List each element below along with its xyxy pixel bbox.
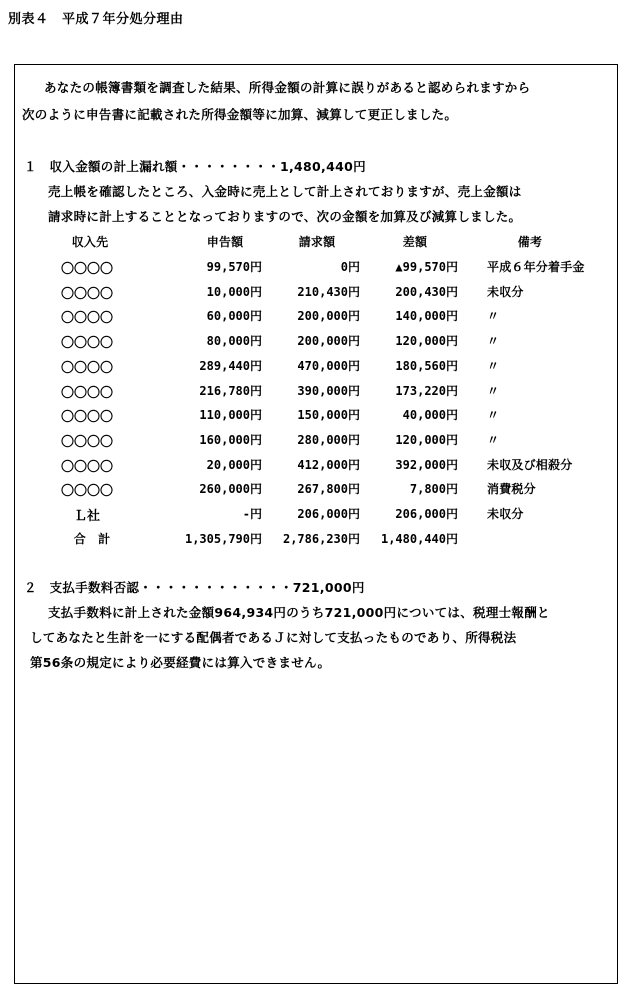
cell-payer: 〇〇〇〇 xyxy=(60,336,113,352)
cell-remarks: 未収分 xyxy=(487,507,524,521)
cell-payer: Ｌ社 xyxy=(73,509,100,524)
cell-invoiced: 390,000円 xyxy=(297,383,360,398)
cell-remarks: 〃 xyxy=(487,309,500,324)
total-difference: 1,480,440円 xyxy=(380,531,458,546)
cell-payer: 〇〇〇〇 xyxy=(60,434,113,450)
cell-difference: 140,000円 xyxy=(395,309,458,324)
intro-line-2: 次のように申告書に記載された所得金額等に加算、減算して更正しました。 xyxy=(22,107,458,122)
cell-difference: 120,000円 xyxy=(395,432,458,447)
cell-payer: 〇〇〇〇 xyxy=(60,286,113,302)
cell-declared: 20,000円 xyxy=(206,457,262,472)
section2-heading: ２ 支払手数料否認・・・・・・・・・・・・721,000円 xyxy=(24,580,365,595)
section2-body-line-1: 支払手数料に計上された金額964,934円のうち721,000円については、税理士報酬と xyxy=(48,605,550,620)
document-title: 別表４ 平成７年分処分理由 xyxy=(8,12,184,27)
section2-body-line-2: してあなたと生計を一にする配偶者であるＪに対して支払ったものであり、所得税法 xyxy=(30,630,517,645)
section2-body-line-3: 第56条の規定により必要経費には算入できません。 xyxy=(30,655,331,670)
cell-invoiced: 412,000円 xyxy=(297,457,360,472)
cell-difference: 173,220円 xyxy=(395,383,458,398)
col-header-declared: 申告額 xyxy=(206,235,244,249)
cell-difference: 206,000円 xyxy=(395,507,458,521)
col-header-difference: 差額 xyxy=(402,235,428,249)
cell-difference: 7,800円 xyxy=(409,482,458,497)
cell-difference: 392,000円 xyxy=(395,457,458,472)
cell-remarks: 未収及び相殺分 xyxy=(487,457,573,472)
col-header-payer: 収入先 xyxy=(71,235,109,249)
document-frame xyxy=(14,64,618,984)
cell-payer: 〇〇〇〇 xyxy=(60,262,113,277)
cell-remarks: 消費税分 xyxy=(487,482,536,497)
cell-declared: 216,780円 xyxy=(199,383,262,398)
cell-remarks: 〃 xyxy=(487,358,500,373)
total-declared: 1,305,790円 xyxy=(184,531,262,546)
section1-body-line-1: 売上帳を確認したところ、入金時に売上として計上されておりますが、売上金額は xyxy=(48,184,522,199)
col-header-remarks: 備考 xyxy=(517,235,543,249)
cell-payer: 〇〇〇〇 xyxy=(60,311,113,327)
cell-declared: 160,000円 xyxy=(199,432,262,447)
cell-remarks: 〃 xyxy=(487,432,500,447)
cell-declared: 289,440円 xyxy=(199,358,262,373)
cell-invoiced: 470,000円 xyxy=(297,358,360,373)
cell-payer: 〇〇〇〇 xyxy=(60,459,113,475)
cell-difference: 200,430円 xyxy=(395,284,458,299)
cell-remarks: 未収分 xyxy=(487,284,524,299)
intro-line-1: あなたの帳簿書類を調査した結果、所得金額の計算に誤りがあると認められますから xyxy=(44,80,531,95)
total-label: 合 計 xyxy=(73,531,111,546)
cell-difference: ▲99,570円 xyxy=(395,260,458,274)
cell-declared: 99,570円 xyxy=(206,260,262,274)
cell-declared: 60,000円 xyxy=(206,309,262,324)
cell-declared: 260,000円 xyxy=(199,482,262,497)
cell-remarks: 〃 xyxy=(487,383,500,398)
cell-difference: 180,560円 xyxy=(395,358,458,373)
cell-payer: 〇〇〇〇 xyxy=(60,385,113,401)
cell-invoiced: 200,000円 xyxy=(297,334,360,349)
cell-invoiced: 150,000円 xyxy=(297,408,360,423)
cell-difference: 120,000円 xyxy=(395,334,458,349)
cell-remarks: 〃 xyxy=(487,408,500,423)
cell-invoiced: 200,000円 xyxy=(297,309,360,324)
cell-invoiced: 210,430円 xyxy=(297,284,360,299)
cell-payer: 〇〇〇〇 xyxy=(60,410,113,426)
cell-declared: -円 xyxy=(242,507,262,521)
cell-payer: 〇〇〇〇 xyxy=(60,360,113,376)
col-header-invoiced: 請求額 xyxy=(298,235,336,249)
cell-invoiced: 206,000円 xyxy=(297,507,360,521)
cell-remarks: 平成６年分着手金 xyxy=(487,260,585,274)
cell-invoiced: 280,000円 xyxy=(297,432,360,447)
section1-heading: １ 収入金額の計上漏れ額・・・・・・・・1,480,440円 xyxy=(24,159,366,174)
cell-declared: 80,000円 xyxy=(206,334,262,349)
cell-invoiced: 0円 xyxy=(340,260,360,274)
total-invoiced: 2,786,230円 xyxy=(282,531,360,546)
cell-declared: 110,000円 xyxy=(199,408,262,423)
section1-body-line-2: 請求時に計上することとなっておりますので、次の金額を加算及び減算しました。 xyxy=(48,209,522,224)
cell-remarks: 〃 xyxy=(487,334,500,349)
cell-declared: 10,000円 xyxy=(206,284,262,299)
cell-difference: 40,000円 xyxy=(402,408,458,423)
cell-payer: 〇〇〇〇 xyxy=(60,484,113,500)
cell-invoiced: 267,800円 xyxy=(297,482,360,497)
